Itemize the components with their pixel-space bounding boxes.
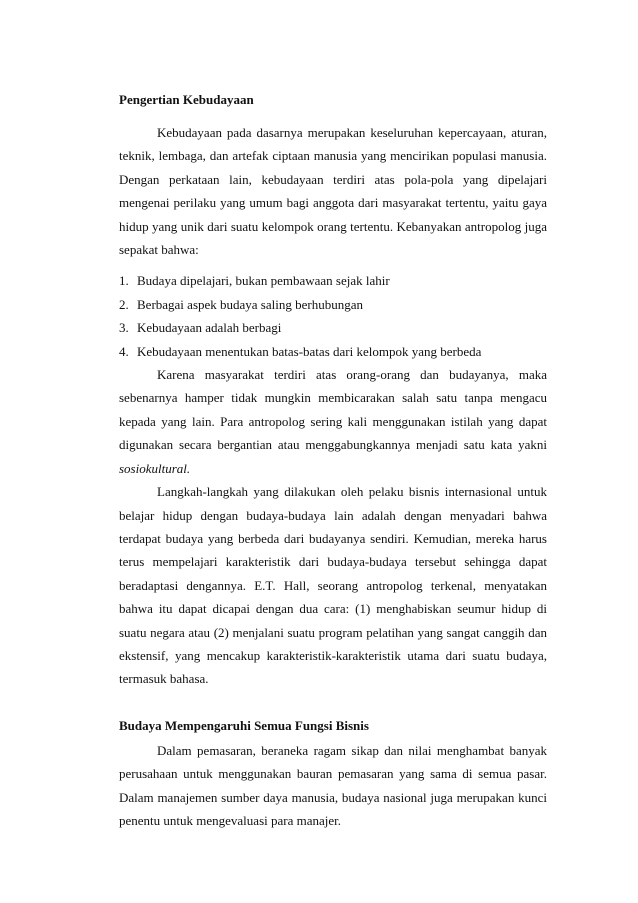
section-heading-pengertian: Pengertian Kebudayaan [119,92,254,107]
list-item [119,293,547,316]
italic-term: sosiokultural. [119,460,191,476]
list-number: 4. [119,343,129,359]
paragraph-text: Karena masyarakat terdiri atas orang-orang dan budayanya, maka sebenarnya hamper tidak mungkin membicarakan salah satu tanpa mengacu kepada yang lain. Para antropolog sering kali menggunakan istilah yang dapat digunakan secara bergantian atau menggabungkannya menjadi satu kata yakni [119,367,547,453]
paragraph [119,363,547,480]
list-item-text: Kebudayaan adalah berbagi [137,320,282,336]
numbered-list [119,269,547,363]
list-item-text: Kebudayaan menentukan batas-batas dari kelompok yang berbeda [137,343,482,359]
paragraph: Langkah-langkah yang dilakukan oleh pelaku bisnis internasional untuk belajar hidup dengan budaya-budaya lain adalah dengan menyadari bahwa terdapat budaya yang berbeda dari budayanya sendiri. Kemudian, mereka harus terus mempelajari karakteristik dari budaya-budaya tersebut sehingga dapat beradaptasi dengannya. E.T. Hall, seorang antropolog terkenal, menyatakan bahwa itu dapat dicapai dengan dua cara: (1) menghabiskan seumur hidup di suatu negara atau (2) menjalani suatu program pelatihan yang sangat canggih dan ekstensif, yang mencakup karakteristik-karakteristik utama dari suatu budaya, termasuk bahasa. [119,484,547,687]
list-item [119,340,547,363]
list-number: 1. [119,273,129,289]
list-number: 2. [119,296,129,312]
list-item-text: Berbagai aspek budaya saling berhubungan [137,296,363,312]
list-number: 3. [119,320,129,336]
section-heading-budaya: Budaya Mempengaruhi Semua Fungsi Bisnis [119,717,369,733]
list-item [119,269,547,292]
document-content [119,87,547,832]
list-item [119,316,547,339]
list-item-text: Budaya dipelajari, bukan pembawaan sejak lahir [137,273,390,289]
paragraph: Dalam pemasaran, beraneka ragam sikap dan nilai menghambat banyak perusahaan untuk menggunakan bauran pemasaran yang sama di semua pasar. Dalam manajemen sumber daya manusia, budaya nasional juga merupakan kunci penentu untuk mengevaluasi para manajer. [119,742,547,828]
paragraph: Kebudayaan pada dasarnya merupakan keseluruhan kepercayaan, aturan, teknik, lembaga, dan artefak ciptaan manusia yang mencirikan populasi manusia. Dengan perkataan lain, kebudayaan terdiri atas pola-pola yang dipelajari mengenai perilaku yang umum bagi anggota dari masyarakat tertentu, yaitu gaya hidup yang unik dari suatu kelompok orang tertentu. Kebanyakan antropolog juga sepakat bahwa: [119,125,547,258]
